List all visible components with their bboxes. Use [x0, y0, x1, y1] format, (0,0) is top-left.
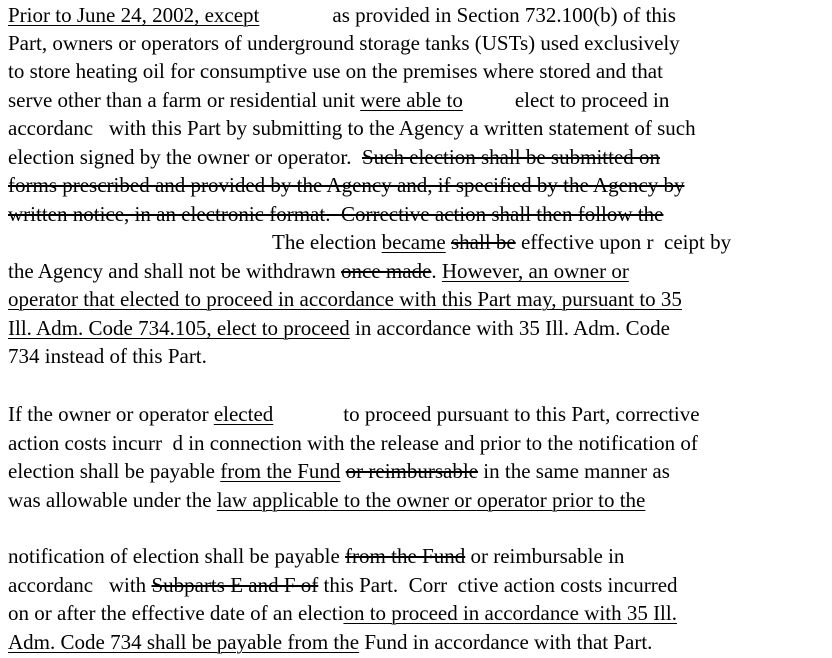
- text: Part, owners or operators of underground storage tanks (USTs) used exclusively: [8, 31, 680, 55]
- text: as provided in Section 732.100(b) of this: [332, 3, 676, 27]
- p2-line-1: [8, 401, 700, 427]
- text: election shall be payable: [8, 459, 221, 483]
- underlined-text: became: [381, 230, 446, 254]
- text: 734 instead of this Part.: [8, 344, 207, 368]
- text: was allowable under the: [8, 488, 217, 512]
- text: If the owner or operator: [8, 402, 214, 426]
- p1-line-7: [8, 172, 684, 198]
- text: Fund in accordance with that Part.: [359, 630, 653, 654]
- text: elect to proceed in: [514, 88, 670, 112]
- p1-line-6: [8, 144, 660, 170]
- text: to proceed pursuant to this Part, corrective: [343, 402, 700, 426]
- struck-text: forms prescribed and provided by the Agency and, if specified by the Agency by: [8, 173, 685, 197]
- text: .: [431, 259, 442, 283]
- p1-line-13: [8, 343, 207, 369]
- p2-line-4: [8, 487, 645, 513]
- text: on or after the effective date of an electi: [8, 601, 344, 625]
- underlined-text: law applicable to the owner or operator prior to the: [216, 488, 646, 512]
- text: in the same manner as: [478, 459, 670, 483]
- p1-line-10: [8, 258, 629, 284]
- underlined-text: were able to: [360, 88, 463, 112]
- text: accordanc with: [8, 573, 152, 597]
- p1-line-9: [272, 229, 731, 255]
- p1-line-2: [8, 30, 680, 56]
- p1-line-8: [8, 201, 663, 227]
- p3-line-3: [8, 600, 677, 626]
- struck-text: Subparts E and F of: [151, 573, 319, 597]
- struck-text: Such election shall be submitted on: [361, 145, 661, 169]
- p3-line-4: [8, 629, 652, 655]
- underlined-text: on to proceed in accordance with 35 Ill.: [343, 601, 677, 625]
- underlined-text: elected: [213, 402, 274, 426]
- text: to store heating oil for consumptive use on the premises where stored and that: [8, 59, 663, 83]
- struck-text: once made: [341, 259, 432, 283]
- text: or reimbursable in: [465, 544, 625, 568]
- text: election signed by the owner or operator.: [8, 145, 362, 169]
- text: serve other than a farm or residential unit: [8, 88, 361, 112]
- underlined-text: Adm. Code 734 shall be payable from the: [8, 630, 360, 654]
- text: action costs incurr d in connection with the release and prior to the notification of: [8, 431, 698, 455]
- p1-line-12: [8, 315, 670, 341]
- p2-line-3: [8, 458, 670, 484]
- p2-line-2: [8, 430, 698, 456]
- p3-line-1: [8, 543, 624, 569]
- underlined-text: from the Fund: [220, 459, 341, 483]
- underlined-text: However, an owner or: [441, 259, 629, 283]
- struck-text: from the Fund: [345, 544, 466, 568]
- underlined-text: Prior to June 24, 2002, except: [8, 3, 260, 27]
- p1-line-3: [8, 58, 663, 84]
- text: notification of election shall be payable: [8, 544, 346, 568]
- struck-text: shall be: [451, 230, 516, 254]
- text: accordanc with this Part by submitting to the Agency a written statement of such: [8, 116, 696, 140]
- text: the Agency and shall not be withdrawn: [8, 259, 342, 283]
- text: effective upon r ceipt by: [515, 230, 732, 254]
- text: in accordance with 35 Ill. Adm. Code: [349, 316, 670, 340]
- text: this Part. Corr ctive action costs incurred: [318, 573, 678, 597]
- p1-line-1: [8, 2, 676, 28]
- p1-line-5: [8, 115, 696, 141]
- p1-line-11: [8, 286, 682, 312]
- text: The election: [272, 230, 382, 254]
- p3-line-2: [8, 572, 678, 598]
- struck-text: or reimbursable: [345, 459, 479, 483]
- underlined-text: Ill. Adm. Code 734.105, elect to proceed: [8, 316, 350, 340]
- struck-text: written notice, in an electronic format. Corrective action shall then follow the: [8, 202, 664, 226]
- underlined-text: operator that elected to proceed in accordance with this Part may, pursuant to 35: [8, 287, 682, 311]
- p1-line-4: [8, 87, 669, 113]
